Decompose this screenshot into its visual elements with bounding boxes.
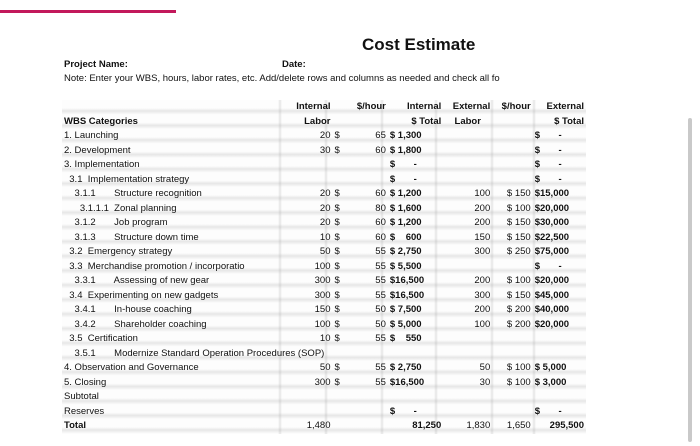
external-labor[interactable] — [443, 390, 492, 405]
internal-rate[interactable] — [333, 144, 388, 159]
total-external-rate: 1,650 — [506, 420, 531, 431]
rate-value: 50 — [375, 304, 386, 315]
internal-total[interactable] — [388, 347, 443, 362]
header-labor: Labor — [304, 115, 331, 127]
external-labor[interactable] — [443, 144, 492, 159]
internal-rate[interactable] — [333, 129, 388, 144]
currency-symbol: $ — [334, 202, 340, 214]
date-label: Date: — [282, 59, 306, 70]
currency-symbol: $ — [334, 231, 340, 243]
internal-total[interactable]: $ 5,500 — [389, 260, 422, 272]
internal-rate[interactable] — [333, 216, 388, 231]
total-label: Total — [64, 420, 86, 431]
table-row — [62, 347, 586, 362]
table-row — [62, 173, 586, 188]
wbs-category[interactable]: 3.3.1 Assessing of new gear — [64, 275, 210, 286]
currency-symbol: $ — [334, 144, 340, 156]
currency-symbol: $ — [334, 304, 340, 315]
header-row-2 — [62, 115, 586, 130]
rate-value: 50 — [375, 318, 386, 330]
internal-labor[interactable]: 20 — [319, 202, 331, 214]
wbs-category[interactable]: 3.5 Certification — [64, 333, 138, 344]
wbs-category[interactable]: 3.1 Implementation strategy — [64, 173, 190, 185]
table-row — [62, 274, 586, 289]
currency-symbol: $ — [334, 246, 340, 257]
internal-rate[interactable] — [333, 187, 388, 202]
currency-symbol: $ — [334, 188, 340, 199]
external-labor[interactable] — [443, 158, 492, 173]
rate-value: 60 — [375, 231, 386, 243]
external-labor[interactable]: 300 — [474, 289, 491, 301]
currency-symbol: $ — [334, 362, 340, 373]
external-rate[interactable]: $ 100 — [506, 202, 531, 214]
instruction-note: Note: Enter your WBS, hours, labor rates, etc. Add/delete rows and columns as needed and check all fo — [64, 73, 500, 84]
internal-total[interactable]: $ 1,800 — [389, 144, 422, 156]
internal-rate[interactable] — [333, 376, 388, 391]
external-total[interactable]: $ - — [534, 405, 562, 417]
external-labor[interactable]: 200 — [474, 304, 491, 315]
wbs-category[interactable]: 3.1.1.1 Zonal planning — [64, 202, 177, 214]
cost-table-container — [62, 100, 586, 434]
external-rate[interactable] — [492, 260, 532, 275]
external-rate[interactable]: $ 100 — [506, 376, 531, 388]
external-rate[interactable]: $ 100 — [506, 362, 531, 373]
external-labor[interactable]: 100 — [474, 188, 491, 199]
internal-rate[interactable] — [333, 347, 388, 362]
internal-total[interactable]: $16,500 — [389, 289, 425, 301]
table-row — [62, 376, 586, 391]
external-total[interactable]: $ - — [534, 159, 562, 170]
rate-value: 55 — [375, 275, 386, 286]
total-row — [62, 419, 586, 434]
internal-labor[interactable] — [288, 173, 333, 188]
currency-symbol: $ — [334, 289, 340, 301]
external-total[interactable]: $ - — [534, 173, 562, 185]
project-name-label: Project Name: — [64, 59, 128, 70]
external-rate[interactable] — [492, 332, 532, 347]
external-labor[interactable] — [443, 173, 492, 188]
table-row — [62, 231, 586, 246]
internal-rate[interactable] — [333, 202, 388, 217]
external-labor[interactable]: 200 — [474, 217, 491, 228]
header-external-labor: External — [452, 101, 491, 112]
total-internal-cost: 81,250 — [412, 420, 442, 431]
internal-labor[interactable] — [288, 158, 333, 173]
internal-rate[interactable] — [333, 303, 388, 318]
internal-labor[interactable]: 100 — [314, 318, 331, 330]
external-total[interactable]: $ - — [534, 144, 562, 156]
rate-value: 80 — [375, 202, 386, 214]
external-total[interactable]: $20,000 — [534, 275, 570, 286]
external-labor[interactable]: 300 — [474, 246, 491, 257]
internal-labor[interactable]: 300 — [314, 289, 331, 301]
external-total[interactable]: $75,000 — [534, 246, 570, 257]
total-internal-labor: 1,480 — [306, 420, 331, 431]
external-rate[interactable]: $ 100 — [506, 275, 531, 286]
wbs-category[interactable]: 3.4 Experimenting on new gadgets — [64, 289, 219, 301]
external-total[interactable]: $45,000 — [534, 289, 570, 301]
external-total[interactable]: $15,000 — [534, 188, 570, 199]
wbs-category[interactable]: 3. Implementation — [64, 159, 140, 170]
header-external-total: External — [546, 101, 584, 112]
external-total[interactable] — [533, 332, 586, 347]
internal-total[interactable]: $ 1,600 — [389, 202, 422, 214]
header-empty — [333, 115, 388, 130]
header-internal-total: Internal — [406, 101, 442, 112]
wbs-category[interactable]: 1. Launching — [64, 130, 119, 141]
accent-line — [0, 10, 176, 13]
table-row — [62, 390, 586, 405]
currency-symbol: $ — [334, 260, 340, 272]
internal-labor[interactable]: 20 — [319, 188, 331, 199]
internal-labor[interactable] — [288, 390, 333, 405]
rate-value: 55 — [375, 289, 386, 301]
header-rate: $/hour — [356, 101, 386, 112]
internal-rate[interactable] — [333, 274, 388, 289]
wbs-category[interactable]: 3.3 Merchandise promotion / incorporatio — [64, 260, 245, 272]
wbs-category[interactable]: 3.4.2 Shareholder coaching — [64, 318, 207, 330]
wbs-category[interactable]: 3.4.1 In-house coaching — [64, 304, 192, 315]
rate-value: 60 — [375, 144, 386, 156]
internal-rate[interactable] — [333, 245, 388, 260]
rate-value: 60 — [375, 217, 386, 228]
header-ext-labor: Labor — [454, 115, 481, 127]
external-rate[interactable]: $ 150 — [506, 289, 531, 301]
vertical-scrollbar[interactable] — [688, 118, 692, 442]
internal-rate[interactable] — [333, 332, 388, 347]
internal-labor[interactable]: 20 — [319, 130, 331, 141]
internal-rate[interactable] — [333, 260, 388, 275]
external-total[interactable] — [533, 390, 586, 405]
external-total[interactable]: $20,000 — [534, 318, 570, 330]
internal-total[interactable]: $ 1,300 — [389, 130, 422, 141]
rate-value: 55 — [375, 246, 386, 257]
wbs-category[interactable]: 3.1.1 Structure recognition — [64, 188, 202, 199]
external-labor[interactable] — [443, 332, 492, 347]
internal-total[interactable]: $ 2,750 — [389, 362, 422, 373]
internal-rate[interactable] — [333, 231, 388, 246]
internal-total[interactable]: $ 2,750 — [389, 246, 422, 257]
wbs-category[interactable]: 4. Observation and Governance — [64, 362, 199, 373]
internal-labor[interactable] — [288, 405, 333, 420]
currency-symbol: $ — [334, 275, 340, 286]
header-ext-total: $ Total — [554, 115, 584, 127]
rate-value: 55 — [375, 333, 386, 344]
wbs-category[interactable]: 3.5.1 Modernize Standard Operation Procedures (SOP) — [64, 347, 325, 359]
external-labor[interactable]: 30 — [479, 376, 491, 388]
external-total[interactable]: $30,000 — [534, 217, 570, 228]
external-rate[interactable] — [492, 129, 532, 144]
internal-rate[interactable] — [333, 405, 388, 420]
table-row — [62, 289, 586, 304]
external-labor[interactable] — [443, 129, 492, 144]
currency-symbol: $ — [334, 318, 340, 330]
external-rate[interactable] — [492, 347, 532, 362]
external-labor[interactable]: 200 — [474, 275, 491, 286]
table-row — [62, 405, 586, 420]
wbs-category[interactable]: 3.1.2 Job program — [64, 217, 168, 228]
internal-total[interactable]: $ - — [389, 159, 417, 170]
rate-value: 55 — [375, 362, 386, 373]
wbs-category[interactable]: 3.2 Emergency strategy — [64, 246, 173, 257]
external-rate[interactable] — [492, 173, 532, 188]
external-total[interactable] — [533, 347, 586, 362]
internal-labor[interactable]: 10 — [319, 231, 331, 243]
cost-table — [62, 100, 586, 434]
internal-total[interactable]: $ 5,000 — [389, 318, 422, 330]
wbs-category[interactable]: 3.1.3 Structure down time — [64, 231, 199, 243]
rate-value: 55 — [375, 376, 386, 388]
header-internal-labor: Internal — [296, 101, 331, 112]
external-rate[interactable]: $ 150 — [506, 217, 531, 228]
internal-labor[interactable]: 20 — [319, 217, 331, 228]
external-labor[interactable]: 50 — [479, 362, 491, 373]
header-categories: WBS Categories — [64, 115, 138, 127]
table-row — [62, 361, 586, 376]
wbs-category[interactable]: 2. Development — [64, 144, 131, 156]
internal-total[interactable]: $ 600 — [389, 231, 422, 243]
table-row — [62, 245, 586, 260]
currency-symbol: $ — [334, 217, 340, 228]
internal-labor[interactable]: 50 — [319, 362, 331, 373]
wbs-category[interactable]: Reserves — [64, 405, 105, 417]
internal-total[interactable]: $ - — [389, 173, 417, 185]
internal-labor[interactable]: 10 — [319, 333, 331, 344]
internal-rate[interactable] — [333, 173, 388, 188]
total-empty — [333, 419, 388, 434]
internal-rate[interactable] — [333, 318, 388, 333]
external-total[interactable]: $ 3,000 — [534, 376, 567, 388]
internal-labor[interactable]: 50 — [319, 246, 331, 257]
external-labor[interactable]: 150 — [474, 231, 491, 243]
currency-symbol: $ — [334, 376, 340, 388]
rate-value: 65 — [375, 130, 386, 141]
internal-total[interactable]: $ 550 — [389, 333, 422, 344]
external-labor[interactable] — [443, 347, 492, 362]
external-rate[interactable]: $ 200 — [506, 304, 531, 315]
table-row — [62, 158, 586, 173]
external-total[interactable]: $ - — [534, 260, 562, 272]
external-total[interactable]: $20,000 — [534, 202, 570, 214]
page-title: Cost Estimate — [362, 35, 476, 54]
header-total: $ Total — [411, 115, 442, 127]
table-row — [62, 332, 586, 347]
external-rate[interactable] — [492, 158, 532, 173]
internal-total[interactable] — [388, 390, 443, 405]
table-row — [62, 187, 586, 202]
rate-value: 55 — [375, 260, 386, 272]
internal-total[interactable]: $16,500 — [389, 275, 425, 286]
table-row — [62, 144, 586, 159]
table-row — [62, 129, 586, 144]
internal-rate[interactable] — [333, 390, 388, 405]
external-total[interactable]: $ - — [534, 130, 562, 141]
internal-labor[interactable]: 30 — [319, 144, 331, 156]
wbs-category[interactable]: 5. Closing — [64, 376, 107, 388]
internal-rate[interactable] — [333, 158, 388, 173]
external-labor[interactable] — [443, 260, 492, 275]
internal-total[interactable]: $ 1,200 — [389, 188, 422, 199]
internal-labor[interactable]: 300 — [314, 376, 331, 388]
external-rate[interactable] — [492, 405, 532, 420]
external-rate[interactable]: $ 150 — [506, 188, 531, 199]
currency-symbol: $ — [334, 333, 340, 344]
external-total[interactable]: $22,500 — [534, 231, 570, 243]
header-empty — [492, 115, 532, 130]
table-row — [62, 303, 586, 318]
header-external-rate: $/hour — [501, 101, 531, 112]
internal-rate[interactable] — [333, 361, 388, 376]
internal-labor[interactable]: 100 — [314, 260, 331, 272]
external-rate[interactable] — [492, 144, 532, 159]
external-labor[interactable]: 100 — [474, 318, 491, 330]
internal-total[interactable]: $ 1,200 — [389, 217, 422, 228]
external-total[interactable]: $ 5,000 — [534, 362, 567, 373]
external-rate[interactable]: $ 150 — [506, 231, 531, 243]
internal-rate[interactable] — [333, 289, 388, 304]
internal-labor[interactable]: 300 — [314, 275, 331, 286]
external-rate[interactable]: $ 250 — [506, 246, 531, 257]
table-row — [62, 202, 586, 217]
external-rate[interactable] — [492, 390, 532, 405]
wbs-category[interactable]: Subtotal — [64, 391, 99, 402]
table-row — [62, 216, 586, 231]
external-labor[interactable] — [443, 405, 492, 420]
header-empty — [62, 100, 288, 115]
table-row — [62, 260, 586, 275]
total-external-labor: 1,830 — [466, 420, 491, 431]
internal-total[interactable]: $16,500 — [389, 376, 425, 388]
internal-total[interactable]: $ - — [389, 405, 417, 417]
external-rate[interactable]: $ 200 — [506, 318, 531, 330]
total-external-cost: 295,500 — [549, 420, 584, 431]
internal-total[interactable]: $ 7,500 — [389, 304, 422, 315]
header-row-1 — [62, 100, 586, 115]
currency-symbol: $ — [334, 130, 340, 141]
table-row — [62, 318, 586, 333]
external-total[interactable]: $40,000 — [534, 304, 570, 315]
external-labor[interactable]: 200 — [474, 202, 491, 214]
rate-value: 60 — [375, 188, 386, 199]
internal-labor[interactable]: 150 — [314, 304, 331, 315]
